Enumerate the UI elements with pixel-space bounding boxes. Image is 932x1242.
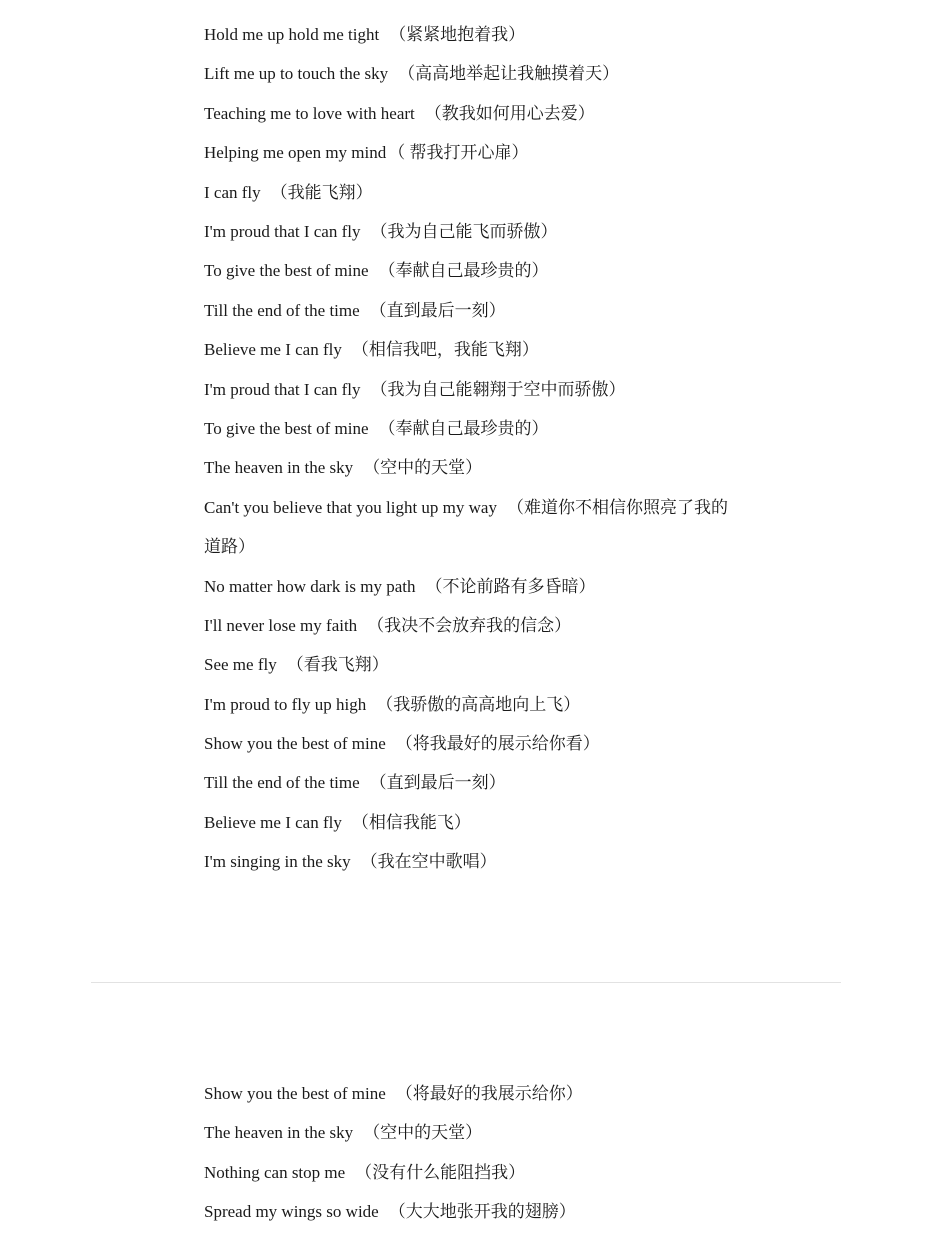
lyric-english: Teaching me to love with heart xyxy=(204,103,415,123)
lyric-chinese: （相信我能飞） xyxy=(351,812,471,832)
lyric-line xyxy=(204,133,744,172)
lyric-line xyxy=(204,15,744,54)
lyric-chinese: （没有什么能阻挡我） xyxy=(355,1162,526,1182)
lyrics-section-1 xyxy=(204,15,744,882)
lyric-english: I'm proud that I can fly xyxy=(204,221,361,241)
lyric-line xyxy=(204,1192,744,1231)
lyric-line xyxy=(204,645,744,684)
lyric-english: Spread my wings so wide xyxy=(204,1202,379,1222)
lyric-line xyxy=(204,94,744,133)
lyric-chinese: （空中的天堂） xyxy=(363,458,483,478)
lyric-chinese: （我骄傲的高高地向上飞） xyxy=(376,694,581,714)
lyric-line xyxy=(204,842,744,881)
lyric-line xyxy=(204,212,744,251)
lyric-chinese: （教我如何用心去爱） xyxy=(424,103,595,123)
lyric-chinese: （看我飞翔） xyxy=(286,655,389,675)
lyric-english: I'm proud that I can fly xyxy=(204,379,361,399)
lyric-chinese: （紧紧地抱着我） xyxy=(389,25,526,44)
lyric-english: Helping me open my mind xyxy=(204,143,387,163)
lyric-english: To give the best of mine xyxy=(204,261,369,281)
lyric-chinese: （我在空中歌唱） xyxy=(360,852,497,872)
lyric-chinese: （不论前路有多昏暗） xyxy=(425,576,596,596)
lyric-english: I'll never lose my faith xyxy=(204,615,358,635)
lyric-line xyxy=(204,330,744,369)
lyric-english: Can't you believe that you light up my way xyxy=(204,497,497,517)
lyric-english: Nothing can stop me xyxy=(204,1162,346,1182)
lyrics-section-2 xyxy=(204,1074,744,1232)
lyric-chinese: （我能飞翔） xyxy=(270,182,373,202)
lyric-english: Believe me I can fly xyxy=(204,812,342,832)
lyric-line xyxy=(204,251,744,290)
lyric-english: The heaven in the sky xyxy=(204,458,354,478)
lyric-english: To give the best of mine xyxy=(204,418,369,438)
lyric-line xyxy=(204,1074,744,1113)
lyric-english: Hold me up hold me tight xyxy=(204,25,380,44)
lyric-line xyxy=(204,370,744,409)
lyric-line xyxy=(204,1153,744,1192)
lyric-chinese: （将我最好的展示给你看） xyxy=(395,734,600,754)
lyric-chinese: （我为自己能翱翔于空中而骄傲） xyxy=(370,379,626,399)
lyric-chinese: （我决不会放弃我的信念） xyxy=(367,615,572,635)
lyric-line xyxy=(204,803,744,842)
lyric-line xyxy=(204,567,744,606)
lyric-english: Till the end of the time xyxy=(204,300,360,320)
lyric-line xyxy=(204,173,744,212)
lyric-chinese: （相信我吧，我能飞翔） xyxy=(351,340,539,360)
section-divider xyxy=(91,982,841,983)
lyric-english: Till the end of the time xyxy=(204,773,360,793)
lyric-chinese: （将最好的我展示给你） xyxy=(395,1084,583,1103)
lyric-chinese: （奉献自己最珍贵的） xyxy=(378,261,549,281)
lyric-chinese: （高高地举起让我触摸着天） xyxy=(398,64,620,84)
lyric-chinese: （直到最后一刻） xyxy=(369,300,506,320)
lyric-english: Believe me I can fly xyxy=(204,340,342,360)
lyric-line xyxy=(204,1113,744,1152)
lyric-chinese: （奉献自己最珍贵的） xyxy=(378,418,549,438)
lyric-chinese: （直到最后一刻） xyxy=(369,773,506,793)
lyric-chinese: （难道你不相信你照亮了我的道路） xyxy=(204,497,728,557)
lyric-line xyxy=(204,685,744,724)
lyric-line xyxy=(204,606,744,645)
lyric-line xyxy=(204,448,744,487)
lyric-line xyxy=(204,409,744,448)
lyric-chinese: （我为自己能飞而骄傲） xyxy=(370,221,558,241)
lyric-english: Show you the best of mine xyxy=(204,734,386,754)
lyric-line xyxy=(204,54,744,93)
lyric-english: See me fly xyxy=(204,655,277,675)
lyric-english: Show you the best of mine xyxy=(204,1084,386,1103)
lyric-english: I can fly xyxy=(204,182,261,202)
lyric-english: I'm proud to fly up high xyxy=(204,694,367,714)
lyric-english: The heaven in the sky xyxy=(204,1123,354,1143)
lyric-chinese: （空中的天堂） xyxy=(363,1123,483,1143)
lyric-english: I'm singing in the sky xyxy=(204,852,351,872)
lyric-line xyxy=(204,488,744,567)
lyric-line xyxy=(204,291,744,330)
lyric-line xyxy=(204,724,744,763)
lyric-chinese: （大大地张开我的翅膀） xyxy=(388,1202,576,1222)
lyric-english: Lift me up to touch the sky xyxy=(204,64,389,84)
lyric-line xyxy=(204,763,744,802)
lyric-english: No matter how dark is my path xyxy=(204,576,416,596)
lyric-chinese: （ 帮我打开心扉） xyxy=(388,143,529,163)
